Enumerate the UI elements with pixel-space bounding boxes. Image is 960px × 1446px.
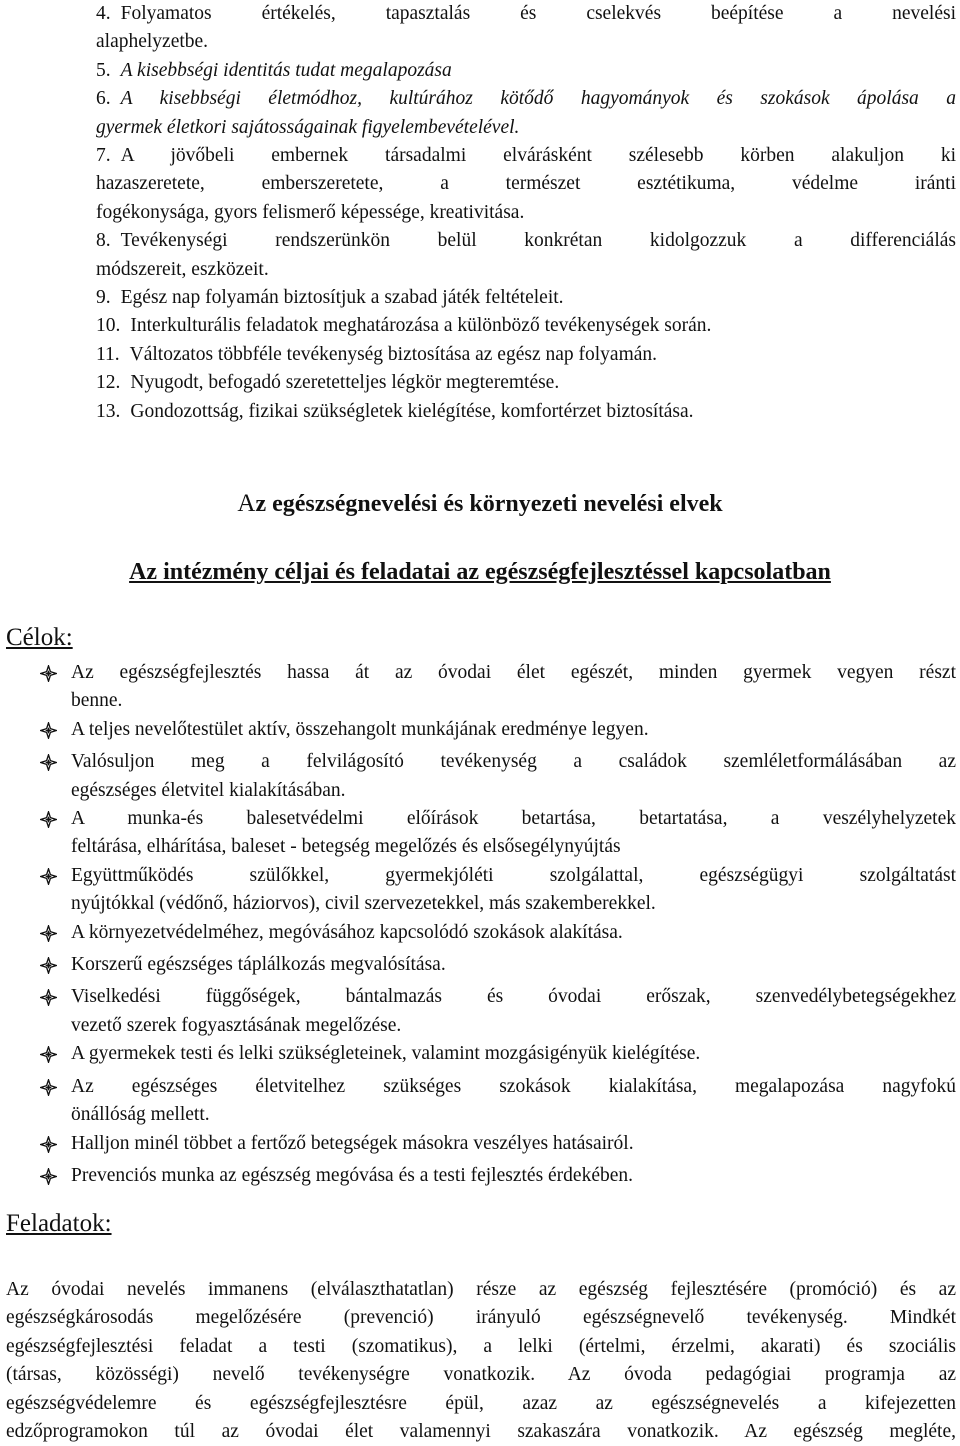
numbered-item <box>96 369 956 397</box>
item-text <box>96 0 956 57</box>
section-heading <box>0 490 960 518</box>
item-number: 4. <box>96 3 111 24</box>
text-line: Korszerű egészséges táplálkozás megvalósítása. <box>71 954 446 976</box>
diamond-bullet-icon <box>40 983 71 1040</box>
text-line: benne. <box>71 690 123 712</box>
numbered-item <box>96 398 956 426</box>
diamond-bullet-icon <box>40 1073 71 1130</box>
goal-item <box>40 805 956 862</box>
numbered-item <box>96 142 956 227</box>
diamond-bullet-icon <box>40 1162 71 1194</box>
item-number: 5. <box>96 59 111 81</box>
goal-text <box>71 805 956 862</box>
numbered-item <box>96 227 956 284</box>
text-line: Tevékenységi rendszerünkön belül konkrétan kidolgozzuk a differenciálás <box>120 230 956 252</box>
goal-item <box>40 951 956 983</box>
goal-text <box>71 1073 956 1130</box>
goal-text <box>71 1130 956 1162</box>
text-line: módszereit, eszközeit. <box>96 258 269 280</box>
tasks-label: Feladatok: <box>6 1210 112 1237</box>
goal-text <box>71 1040 956 1072</box>
diamond-bullet-icon <box>40 1130 71 1162</box>
item-number: 6. <box>96 88 111 110</box>
item-text <box>96 398 956 426</box>
goal-item <box>40 1162 956 1194</box>
goal-text <box>71 862 956 919</box>
text-line: gyermek életkori sajátosságainak figyelembevételével. <box>96 116 520 138</box>
text-line: egészséges életvitel kialakításában. <box>71 779 346 801</box>
subsection-heading: Az intézmény céljai és feladatai az egészségfejlesztéssel kapcsolatban <box>129 559 831 585</box>
numbered-list <box>96 0 956 426</box>
text-line: Folyamatos értékelés, tapasztalás és cselekvés beépítése a nevelési <box>120 3 956 24</box>
diamond-bullet-icon <box>40 951 71 983</box>
numbered-item <box>96 85 956 142</box>
goal-item <box>40 983 956 1040</box>
goal-item <box>40 659 956 716</box>
goal-text <box>71 1162 956 1194</box>
goal-item <box>40 748 956 805</box>
goal-item <box>40 1073 956 1130</box>
text-line: Gondozottság, fizikai szükségletek kielégítése, komfortérzet biztosítása. <box>130 400 694 422</box>
numbered-item <box>96 341 956 369</box>
item-number: 8. <box>96 230 111 252</box>
text-line: Az egészségfejlesztés hassa át az óvodai élet egészét, minden gyermek vegyen részt <box>71 662 956 683</box>
goal-item <box>40 862 956 919</box>
item-text <box>96 57 956 85</box>
text-line: feltárása, elhárítása, baleset - betegség megelőzés és elsősegélynyújtás <box>71 836 621 858</box>
goal-text <box>71 659 956 716</box>
goal-text <box>71 919 956 951</box>
item-text <box>96 341 956 369</box>
text-line: A kisebbségi életmódhoz, kultúrához kötődő hagyományok és szokások ápolása a <box>120 88 956 110</box>
text-line: Halljon minél többet a fertőző betegségek másokra veszélyes hatásairól. <box>71 1132 634 1154</box>
item-text <box>96 142 956 227</box>
diamond-bullet-icon <box>40 862 71 919</box>
text-line: vezető szerek fogyasztásának megelőzése. <box>71 1014 402 1036</box>
diamond-bullet-icon <box>40 659 71 716</box>
text-line: nyújtókkal (védőnő, háziorvos), civil szervezetekkel, más szakemberekkel. <box>71 893 656 915</box>
paragraph-line: Az óvodai nevelés immanens (elválaszthatatlan) része az egészség fejlesztésére (promóció) és az <box>6 1279 956 1300</box>
text-line: fogékonysága, gyors felismerő képessége, kreativitása. <box>96 201 525 223</box>
text-line: Interkulturális feladatok meghatározása a különböző tevékenységek során. <box>130 315 712 337</box>
text-line: hazaszeretete, emberszeretete, a természet esztétikuma, védelme iránti <box>96 173 956 195</box>
item-text <box>96 312 956 340</box>
text-line: A kisebbségi identitás tudat megalapozása <box>120 59 452 81</box>
numbered-item <box>96 312 956 340</box>
item-number: 13. <box>96 400 121 422</box>
numbered-item <box>96 284 956 312</box>
item-number: 10. <box>96 315 121 337</box>
numbered-item <box>96 0 956 57</box>
item-number: 11. <box>96 343 120 365</box>
goal-text <box>71 983 956 1040</box>
goal-text <box>71 951 956 983</box>
text-line: Az egészséges életvitelhez szükséges szokások kialakítása, megalapozása nagyfokú <box>71 1075 956 1097</box>
text-line: Egész nap folyamán biztosítjuk a szabad játék feltételeit. <box>120 287 564 309</box>
paragraph-line: (társas, közösségi) nevelő tevékenységre vonatkozik. Az óvoda pedagógiai programja az <box>6 1364 956 1386</box>
goal-item <box>40 919 956 951</box>
diamond-bullet-icon <box>40 1040 71 1072</box>
text-line: Változatos többféle tevékenység biztosítása az egész nap folyamán. <box>129 343 658 365</box>
goal-text <box>71 748 956 805</box>
tasks-paragraph <box>6 1276 956 1446</box>
item-number: 12. <box>96 372 121 394</box>
text-line: A gyermekek testi és lelki szükségleteinek, valamint mozgásigényük kielégítése. <box>71 1043 701 1065</box>
diamond-bullet-icon <box>40 748 71 805</box>
item-text <box>96 227 956 284</box>
paragraph-line: egészségvédelemre és egészségfejlesztésre épül, azaz az egészségnevelés a kifejezetten <box>6 1392 956 1414</box>
text-line: Viselkedési függőségek, bántalmazás és óvodai erőszak, szenvedélybetegségekhez <box>71 986 956 1008</box>
goals-label: Célok: <box>6 624 73 651</box>
item-text <box>96 284 956 312</box>
item-number: 7. <box>96 145 111 167</box>
diamond-bullet-icon <box>40 919 71 951</box>
goal-item <box>40 1130 956 1162</box>
diamond-bullet-icon <box>40 716 71 748</box>
item-text <box>96 85 956 142</box>
text-line: Valósuljon meg a felvilágosító tevékenység a családok szemléletformálásában az <box>71 751 956 773</box>
goals-list <box>40 659 956 1194</box>
goal-text <box>71 716 956 748</box>
text-line: A munka-és balesetvédelmi előírások betartása, betartatása, a veszélyhelyzetek <box>71 808 956 830</box>
paragraph-line: edzőprogramokon túl az óvodai élet valamennyi szakaszára vonatkozik. Az egészség megléte, <box>6 1421 956 1443</box>
text-line: Nyugodt, befogadó szeretetteljes légkör megteremtése. <box>130 372 560 394</box>
diamond-bullet-icon <box>40 805 71 862</box>
text-line: A környezetvédelméhez, megóvásához kapcsolódó szokások alakítása. <box>71 921 623 943</box>
goal-item <box>40 716 956 748</box>
paragraph-line: egészségkárosodás megelőzésére (prevenció) irányuló egészségnevelő tevékenység. Mindkét <box>6 1307 956 1329</box>
heading-first-letter: A <box>237 490 256 517</box>
goal-item <box>40 1040 956 1072</box>
item-text <box>96 369 956 397</box>
paragraph-line: egészségfejlesztési feladat a testi (szomatikus), a lelki (értelmi, érzelmi, akarati) és szociális <box>6 1335 956 1357</box>
text-line: önállóság mellett. <box>71 1104 210 1126</box>
text-line: alaphelyzetbe. <box>96 31 209 53</box>
text-line: Prevenciós munka az egészség megóvása és a testi fejlesztés érdekében. <box>71 1164 634 1186</box>
heading-rest: z egészségnevelési és környezeti nevelési elvek <box>255 491 723 517</box>
text-line: Együttműködés szülőkkel, gyermekjóléti szolgálattal, egészségügyi szolgáltatást <box>71 864 956 886</box>
item-number: 9. <box>96 287 111 309</box>
numbered-item <box>96 57 956 85</box>
text-line: A teljes nevelőtestület aktív, összehangolt munkájának eredménye legyen. <box>71 718 649 740</box>
text-line: A jövőbeli embernek társadalmi elvárásként szélesebb körben alakuljon ki <box>120 145 956 167</box>
